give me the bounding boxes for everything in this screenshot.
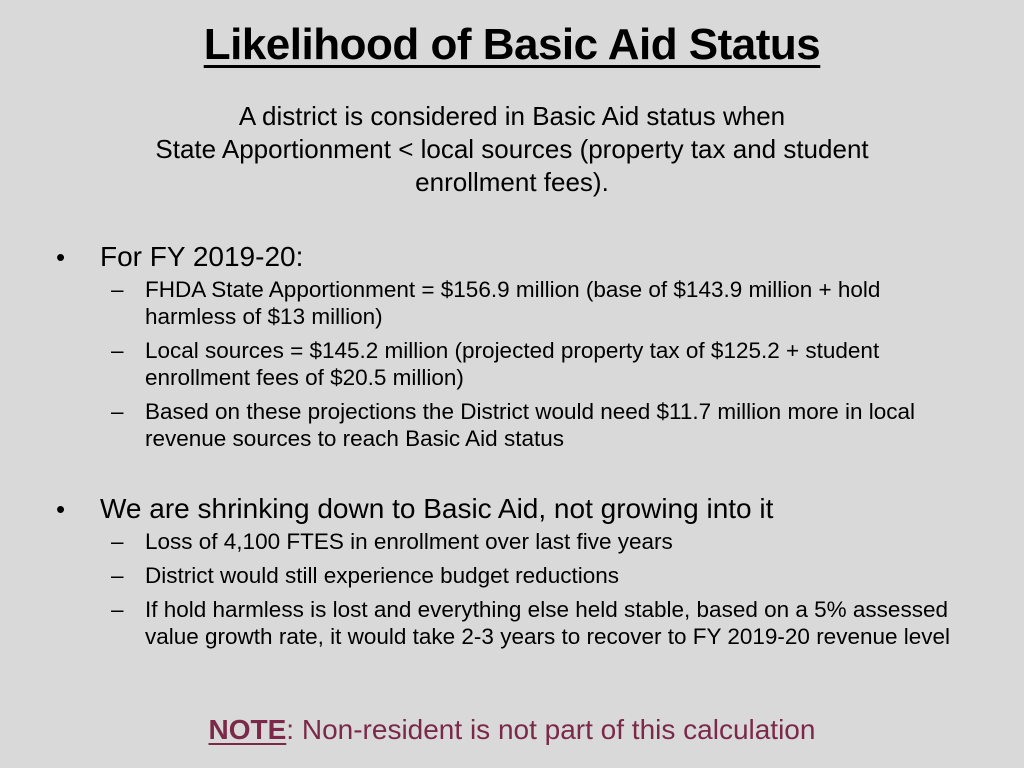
intro-line-1: A district is considered in Basic Aid status when — [238, 101, 786, 131]
note — [0, 714, 1024, 746]
sub-bullet-item — [56, 398, 976, 452]
sub-bullet-item — [56, 276, 976, 330]
bullet-fy-2019-20 — [56, 240, 976, 274]
sub-bullet-text: District would still experience budget reductions — [145, 563, 619, 588]
slide-title: Likelihood of Basic Aid Status — [203, 20, 821, 69]
sub-bullet-text: If hold harmless is lost and everything else held stable, based on a 5% assessed value growth rate, it would take 2-3 years to recover to FY 2019-20 revenue level — [145, 597, 951, 649]
sub-bullet-text: Based on these projections the District would need $11.7 million more in local revenue sources to reach Basic Aid status — [145, 399, 915, 451]
dash-icon: – — [111, 529, 124, 554]
bullet-icon: • — [56, 494, 66, 524]
bullet-icon: • — [56, 242, 66, 272]
dash-icon: – — [111, 563, 124, 588]
intro-text — [60, 100, 964, 199]
intro-line-2: State Apportionment < local sources (property tax and student — [155, 134, 869, 164]
bullet-basic-aid-shrinking — [56, 492, 976, 526]
bullet-text: We are shrinking down to Basic Aid, not growing into it — [100, 493, 774, 524]
dash-icon: – — [111, 277, 124, 302]
bullet-text: For FY 2019-20: — [100, 241, 304, 272]
sub-bullet-list — [56, 276, 976, 452]
note-label: NOTE — [208, 714, 287, 745]
sub-bullet-item — [56, 337, 976, 391]
dash-icon: – — [111, 338, 124, 363]
intro-line-3: enrollment fees). — [415, 167, 609, 197]
dash-icon: – — [111, 399, 124, 424]
sub-bullet-text: FHDA State Apportionment = $156.9 million (base of $143.9 million + hold harmless of $13 million) — [145, 277, 881, 329]
sub-bullet-text: Local sources = $145.2 million (projected property tax of $125.2 + student enrollment fees of $20.5 million) — [145, 338, 880, 390]
sub-bullet-item — [56, 596, 976, 650]
dash-icon: – — [111, 597, 124, 622]
sub-bullet-item — [56, 562, 976, 589]
sub-bullet-item — [56, 528, 976, 555]
note-text: Non-resident is not part of this calculation — [294, 714, 816, 745]
note-separator: : — [286, 714, 295, 745]
sub-bullet-list — [56, 528, 976, 650]
sub-bullet-text: Loss of 4,100 FTES in enrollment over last five years — [145, 529, 673, 554]
section-fy-2019-20 — [56, 240, 976, 459]
section-basic-aid-shrinking — [56, 492, 976, 657]
